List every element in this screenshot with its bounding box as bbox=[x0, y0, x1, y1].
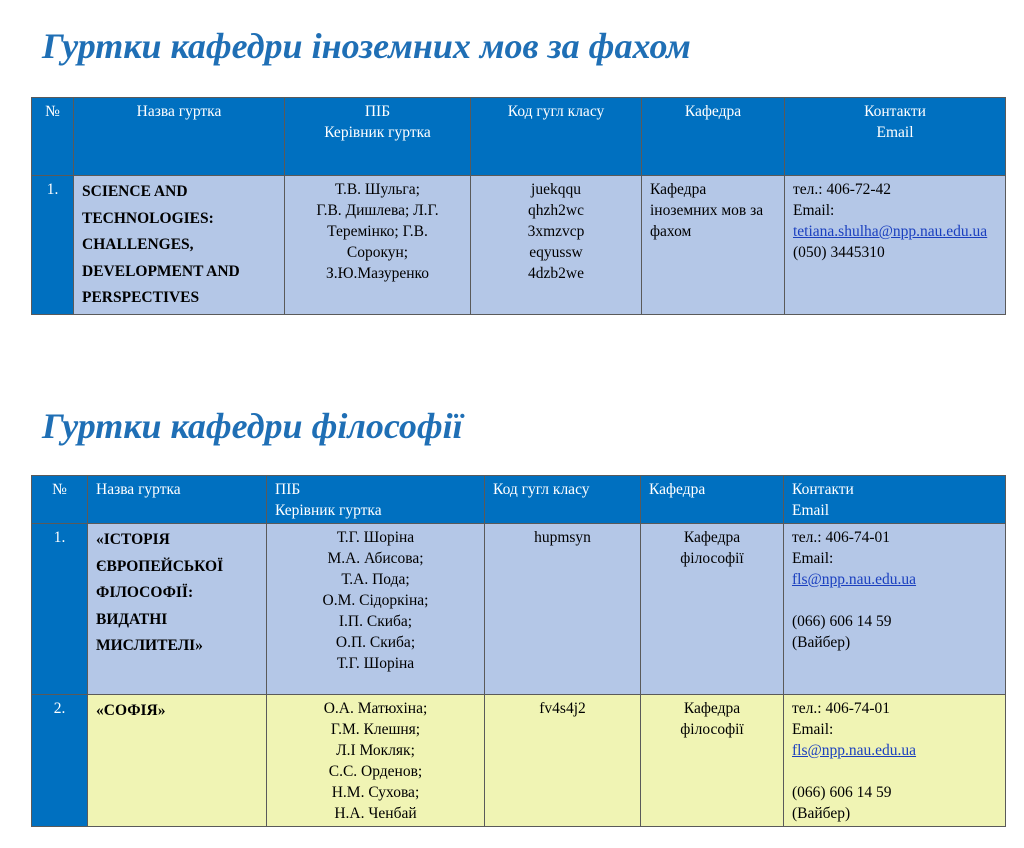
circle-name: «ІСТОРІЯ ЄВРОПЕЙСЬКОЇ ФІЛОСОФІЇ: ВИДАТНІ МИСЛИТЕЛІ» bbox=[88, 524, 267, 695]
spacer bbox=[792, 761, 997, 782]
email-label: Email: bbox=[792, 721, 834, 738]
circle-name: «СОФІЯ» bbox=[88, 695, 267, 827]
leader-line: М.А. Абисова; bbox=[327, 550, 424, 567]
section-title-philosophy: Гуртки кафедри філософії bbox=[42, 406, 463, 446]
department: Кафедра іноземних мов за фахом bbox=[642, 176, 785, 315]
spacer bbox=[792, 590, 997, 611]
class-code-line: qhzh2wc bbox=[528, 202, 584, 219]
department bbox=[641, 695, 784, 827]
header-contacts bbox=[784, 476, 1006, 524]
circle-leaders bbox=[267, 524, 485, 695]
header-leader-line: Керівник гуртка bbox=[275, 502, 382, 519]
header-num: № bbox=[32, 476, 88, 524]
class-code-line: 3xmzvcp bbox=[527, 223, 585, 240]
leader-line: Теремінко; Г.В. bbox=[327, 223, 428, 240]
mobile-phone: (066) 606 14 59 bbox=[792, 613, 892, 630]
table-row bbox=[32, 695, 1006, 827]
leader-line: Сорокун; bbox=[346, 244, 409, 261]
table-header-row bbox=[32, 98, 1006, 176]
leader-line: Т.В. Шульга; bbox=[335, 181, 420, 198]
circle-name: SCIENCE AND TECHNOLOGIES: CHALLENGES, DEVELOPMENT AND PERSPECTIVES bbox=[74, 176, 285, 315]
department-line: філософії bbox=[680, 550, 744, 567]
leader-line: О.М. Сідоркіна; bbox=[322, 592, 429, 609]
header-name: Назва гуртка bbox=[74, 98, 285, 176]
messenger: (Вайбер) bbox=[792, 805, 851, 822]
header-num: № bbox=[32, 98, 74, 176]
leader-line: О.А. Матюхіна; bbox=[323, 700, 428, 717]
header-leader bbox=[285, 98, 471, 176]
header-contacts bbox=[785, 98, 1006, 176]
header-leader-line: ПІБ bbox=[364, 103, 391, 120]
header-leader bbox=[267, 476, 485, 524]
class-code: hupmsyn bbox=[485, 524, 641, 695]
leader-line: З.Ю.Мазуренко bbox=[325, 265, 430, 282]
email-label: Email: bbox=[792, 550, 834, 567]
contacts bbox=[785, 176, 1006, 315]
row-num: 1. bbox=[32, 524, 88, 695]
leader-line: Л.І Мокляк; bbox=[336, 742, 415, 759]
row-num: 1. bbox=[32, 176, 74, 315]
class-code-line: 4dzb2we bbox=[528, 265, 584, 282]
department bbox=[641, 524, 784, 695]
circle-leaders bbox=[267, 695, 485, 827]
leader-line: С.С. Орденов; bbox=[328, 763, 423, 780]
header-contacts-line: Контакти bbox=[792, 481, 854, 498]
contacts bbox=[784, 695, 1006, 827]
department-line: Кафедра bbox=[683, 700, 741, 717]
leader-line: Т.Г. Шоріна bbox=[336, 655, 415, 672]
leader-line: Г.В. Дишлева; Л.Г. bbox=[316, 202, 439, 219]
circles-table-foreign-languages bbox=[31, 97, 1006, 315]
table-row bbox=[32, 176, 1006, 315]
phone: тел.: 406-74-01 bbox=[792, 700, 891, 717]
department-line: філософії bbox=[680, 721, 744, 738]
section-title-foreign-languages: Гуртки кафедри іноземних мов за фахом bbox=[42, 26, 691, 66]
table-header-row bbox=[32, 476, 1006, 524]
phone: тел.: 406-72-42 bbox=[793, 181, 892, 198]
leader-line: І.П. Скиба; bbox=[338, 613, 413, 630]
header-name: Назва гуртка bbox=[88, 476, 267, 524]
contacts bbox=[784, 524, 1006, 695]
row-num: 2. bbox=[32, 695, 88, 827]
table-row bbox=[32, 524, 1006, 695]
header-contacts-line: Email bbox=[792, 502, 830, 519]
header-dept: Кафедра bbox=[641, 476, 784, 524]
header-dept: Кафедра bbox=[642, 98, 785, 176]
header-leader-line: ПІБ bbox=[275, 481, 301, 498]
leader-line: Н.А. Ченбай bbox=[334, 805, 417, 822]
circle-leaders bbox=[285, 176, 471, 315]
header-code: Код гугл класу bbox=[471, 98, 642, 176]
mobile-phone: (066) 606 14 59 bbox=[792, 784, 892, 801]
class-code: fv4s4j2 bbox=[485, 695, 641, 827]
class-code-line: juekqqu bbox=[531, 181, 581, 198]
class-code bbox=[471, 176, 642, 315]
leader-line: О.П. Скиба; bbox=[335, 634, 416, 651]
header-contacts-line: Email bbox=[876, 124, 914, 141]
mobile-phone: (050) 3445310 bbox=[793, 244, 885, 261]
header-code: Код гугл класу bbox=[485, 476, 641, 524]
leader-line: Н.М. Сухова; bbox=[331, 784, 420, 801]
email-label: Email: bbox=[793, 202, 835, 219]
class-code-line: eqyussw bbox=[529, 244, 583, 261]
email-link[interactable]: tetiana.shulha@npp.nau.edu.ua bbox=[793, 223, 988, 240]
phone: тел.: 406-74-01 bbox=[792, 529, 891, 546]
email-link[interactable]: fls@npp.nau.edu.ua bbox=[792, 742, 917, 759]
leader-line: Т.А. Пода; bbox=[341, 571, 410, 588]
circles-table-philosophy bbox=[31, 475, 1006, 827]
email-link[interactable]: fls@npp.nau.edu.ua bbox=[792, 571, 917, 588]
leader-line: Т.Г. Шоріна bbox=[336, 529, 415, 546]
header-contacts-line: Контакти bbox=[864, 103, 926, 120]
messenger: (Вайбер) bbox=[792, 634, 851, 651]
leader-line: Г.М. Клешня; bbox=[330, 721, 421, 738]
header-leader-line: Керівник гуртка bbox=[324, 124, 431, 141]
department-line: Кафедра bbox=[683, 529, 741, 546]
